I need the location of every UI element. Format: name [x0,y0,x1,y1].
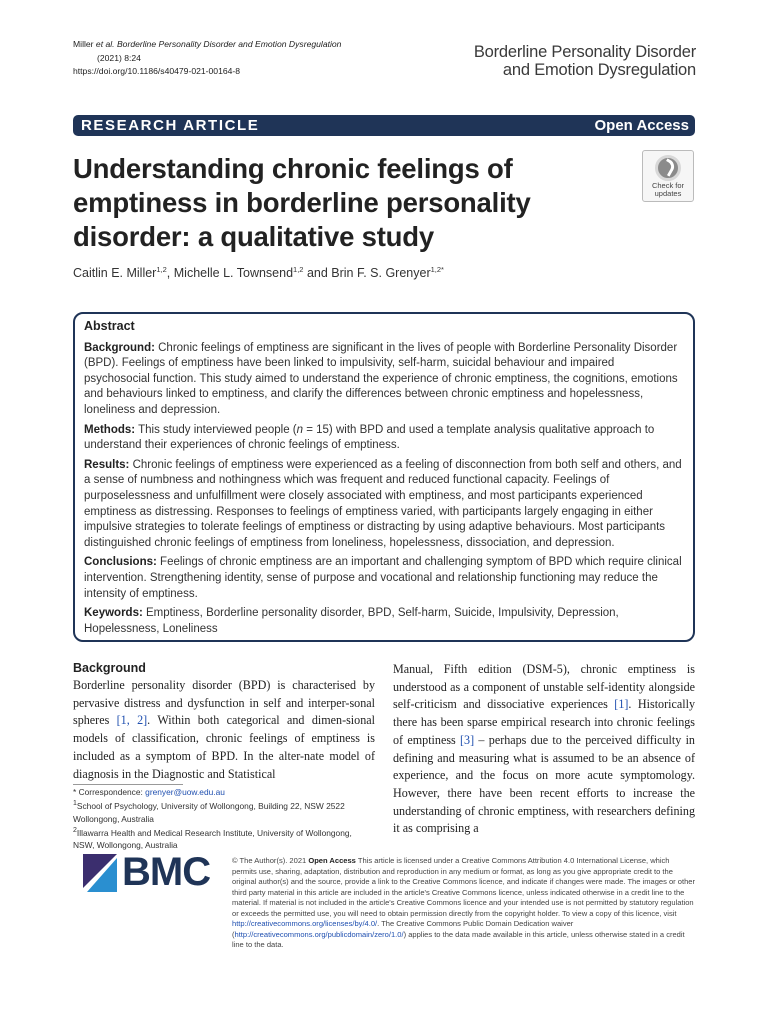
journal-name [474,43,696,79]
abstract-conclusions: Conclusions: Feelings of chronic emptiness are an important and challenging symptom of BPD which require clinical intervention. Strengthening identity, sense of purpose and vocational and relationship functioning may reduce the intensity of emptiness. [84,556,682,600]
journal-name-line1: Borderline Personality Disorder [473,43,696,61]
author-affiliation: 1,2 [156,265,167,274]
author-name[interactable]: Caitlin E. Miller [73,266,157,281]
abstract-background: Background: Chronic feelings of emptiness are significant in the lives of people with Borderline Personality Disorder (BPD). Feelings of emptiness have been linked to impulsivity, self-harm, suicidal behaviour and impaired psychosocial function. This study aimed to understand the experience of chronic emptiness, the cognitions, emotions and behaviours linked to emptiness, and clarify the differences between chronic emptiness and hopelessness, loneliness and depression. [84,341,678,416]
cite-year: (2021) 8:24 [97,52,141,63]
author-name[interactable]: Brin F. S. Grenyer [331,266,431,281]
author-affiliation: 1,2* [430,265,444,274]
article-title: Understanding chronic feelings of emptiness in borderline personality disorder: a qualitative study [73,153,531,252]
correspondence-email[interactable]: grenyer@uow.edu.au [145,787,225,797]
author-name[interactable]: Michelle L. Townsend [173,266,294,281]
citation-link[interactable]: [1, 2] [116,713,148,728]
abstract-keywords: Keywords: Emptiness, Borderline personality disorder, BPD, Self-harm, Suicide, Impulsivity, Depression, Hopelessness, Loneliness [84,607,619,635]
abstract-methods: Methods: This study interviewed people (n = 15) with BPD and used a template analysis qualitative approach to understand their experiences of chronic feelings of emptiness. [84,423,655,452]
correspondence: * Correspondence: grenyer@uow.edu.au [73,787,225,797]
license-text: © The Author(s). 2021 Open Access This article is licensed under a Creative Commons Attribution 4.0 International License, which permits use, sharing, adaptation, distribution and reproduction in any medium or format, as long as you give appropriate credit to the original author(s) and the source, provide a link to the Creative Commons licence, and indicate if changes were made. The images or other third party material in this article are included in the article's Creative Commons licence, unless indicated otherwise in a credit line to the material. If material is not included in the article's Creative Commons licence and your intended use is not permitted by statutory regulation or exceeds the permitted use, you will need to obtain permission directly from the copyright holder. To view a copy of this licence, visit http://creativecommons.org/licenses/by/4.0/. The Creative Commons Public Domain Dedication waiver (http://creativecommons.org/publicdomain/zero/1.0/) applies to the data made available in this article, unless otherwise stated in a credit line to the data. [232,856,695,949]
affiliation-2: $^2$Illawarra Health and Medical Research Institute, University of Wollongong, NSW, Wollongong, Australia [73,827,352,851]
check-for-updates-button[interactable] [642,150,694,202]
body-column-right: Manual, Fifth edition (DSM-5), chronic emptiness is understood as a component of unstable self-identity alongside self-criticism and dissociative experiences [1]. Historically there has been sparse empirical research into chronic feelings of emptiness [3] – perhaps due to the perceived difficulty in defining and measuring what is assumed to be an absence of experience, and the focus on more acute symptomology. However, there have been recent efforts to increase the understanding of chronic emptiness, with researchers defining it as comprising a [393,662,695,836]
affiliation-1: $^1$School of Psychology, University of Wollongong, Building 22, NSW 2522 Wollongong, Australia [73,800,345,824]
journal-name-line2: and Emotion Dysregulation [502,61,696,79]
author-affiliation: 1,2 [293,265,304,274]
cite-journal: Borderline Personality Disorder and Emotion Dysregulation [114,39,342,49]
doi-link[interactable]: https://doi.org/10.1186/s40479-021-00164-8 [73,66,241,76]
article-type: RESEARCH ARTICLE [81,117,260,134]
license-link[interactable]: http://creativecommons.org/licenses/by/4.0/ [232,919,378,928]
check-for-updates-label: Check for updates [651,181,685,198]
abstract-box [73,312,695,642]
open-access-label: Open Access [594,117,689,134]
cite-authors: Miller [73,39,96,49]
public-domain-link[interactable]: http://creativecommons.org/publicdomain/zero/1.0/ [234,929,404,939]
abstract-results: Results: Chronic feelings of emptiness were experienced as a feeling of disconnection from both self and others, and a sense of numbness and nothingness which was frequent and reduced functional capacity. Feelings of purposelessness and unfulfillment were closely associated with emptiness, and most participants experienced emptiness as distressing. Responses to feelings of emptiness varied, with participants largely engaging in either impulsive strategies to tolerate feelings of emptiness or distracting by using adaptive behaviours. Most participants distinguished chronic feelings of emptiness from loneliness, hopelessness, dissociation, and depression. [84,458,682,549]
section-heading-background: Background [73,661,146,675]
bmc-logo-text: BMC [122,850,211,894]
cite-etal: et al. [95,39,115,49]
citation-link[interactable]: [1] [614,697,629,712]
footnotes [73,786,375,852]
citation-link[interactable]: [3] [460,732,475,747]
abstract-heading: Abstract [84,319,135,333]
footnote-divider [73,784,183,785]
article-banner [73,115,695,136]
check-for-updates-icon [655,155,681,181]
author-list: Caitlin E. Miller$^{1,2}$, Michelle L. Townsend$^{1,2}$ and Brin F. S. Grenyer$^{1,2*}$ [73,265,444,281]
citation-header [73,38,403,79]
body-column-left: Background Borderline personality disorder (BPD) is characterised by pervasive distress and dysfunction in self and interper-sonal spheres [1, 2]. Within both categorical and dimen-sional models of classification, chronic feelings of emptiness is included as a symptom of BPD. In the alter-nate model of diagnosis in the Diagnostic and Statistical [73,661,375,781]
